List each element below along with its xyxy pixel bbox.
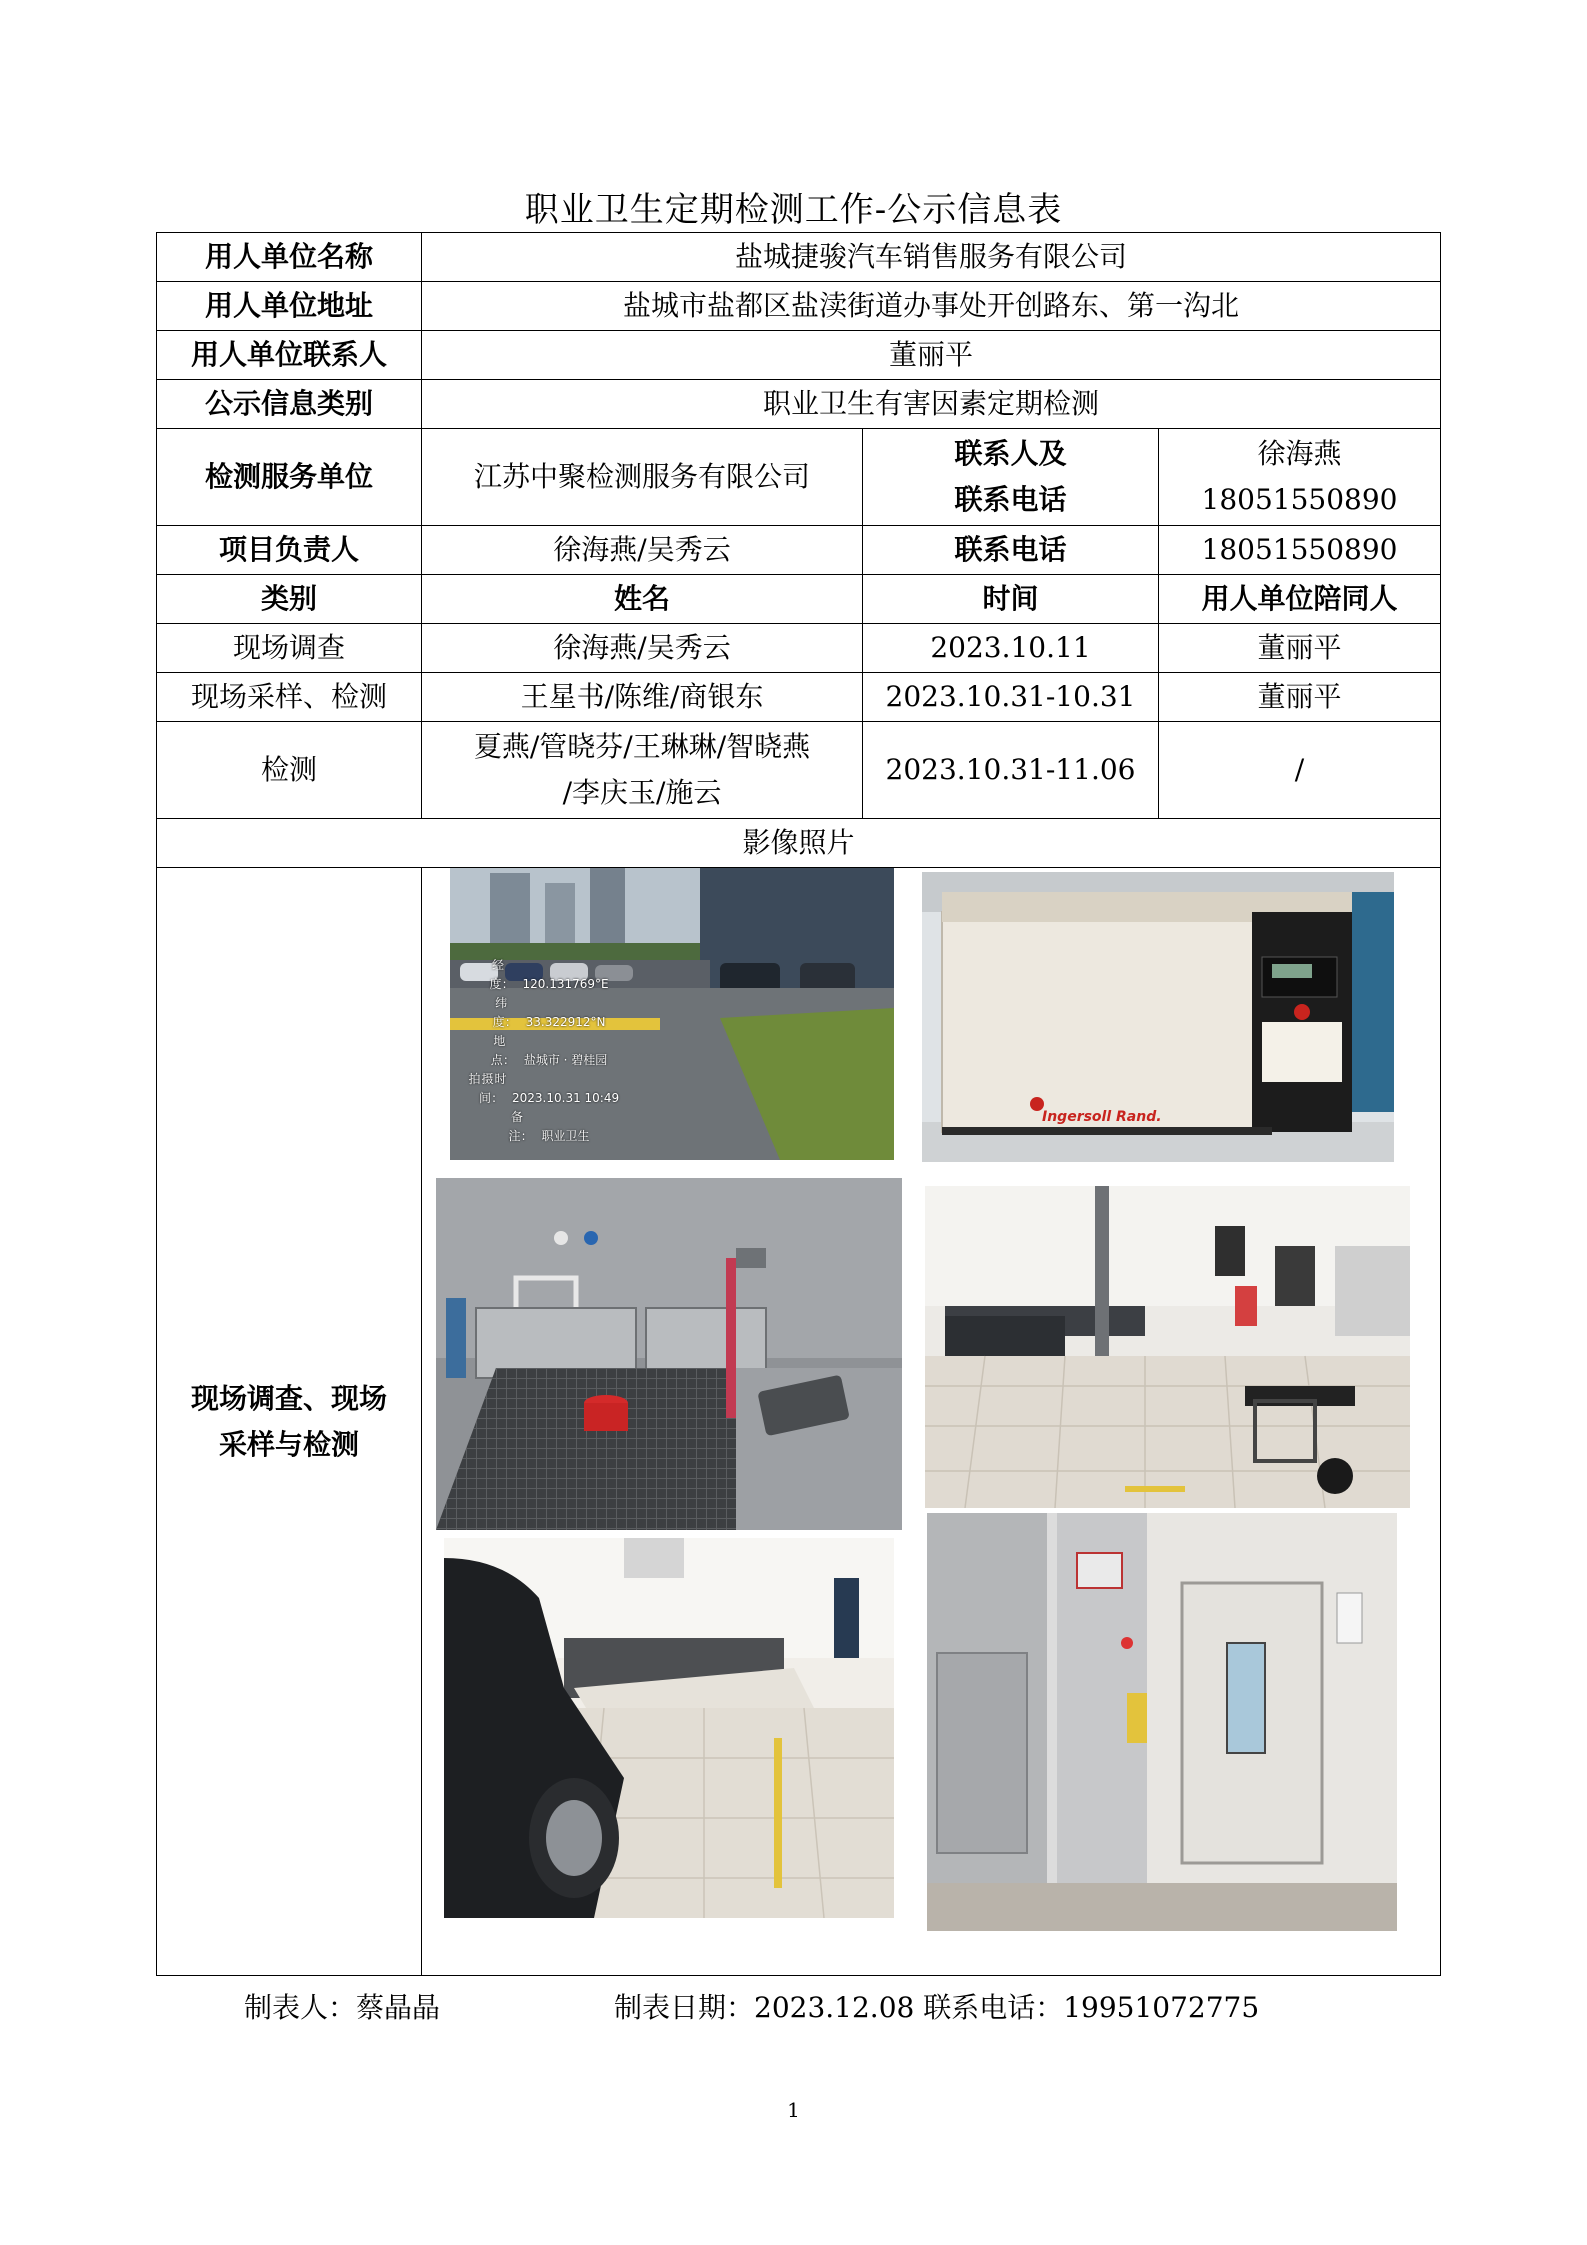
row-company-address — [157, 282, 1441, 331]
compressor-brand-label: Ingersoll Rand. — [1042, 1109, 1162, 1125]
label-company-name: 用人单位名称 — [157, 233, 422, 282]
photos-label-line1: 现场调查、现场 — [190, 1381, 387, 1415]
gps-value: 120.131769°E — [522, 977, 609, 991]
photo-air-compressor — [922, 872, 1394, 1162]
value-company-address: 盐城市盐都区盐渎街道办事处开创路东、第一沟北 — [422, 282, 1441, 331]
schedule-category: 检测 — [157, 722, 422, 819]
schedule-names-line2: /李庆玉/施云 — [562, 776, 722, 809]
schedule-names: 徐海燕/吴秀云 — [422, 624, 863, 673]
label-service-unit: 检测服务单位 — [157, 429, 422, 526]
row-photos-header — [157, 819, 1441, 868]
header-time: 时间 — [863, 575, 1159, 624]
schedule-names: 王星书/陈维/商银东 — [422, 673, 863, 722]
photo-spray-booth — [436, 1178, 902, 1530]
value-service-unit: 江苏中聚检测服务有限公司 — [422, 429, 863, 526]
schedule-category: 现场调查 — [157, 624, 422, 673]
gps-stamp-line — [464, 994, 619, 1032]
photo-workshop-car — [444, 1538, 894, 1918]
value-company-name: 盐城捷骏汽车销售服务有限公司 — [422, 233, 1441, 282]
gps-value: 盐城市 · 碧桂园 — [523, 1053, 608, 1067]
gps-value: 职业卫生 — [541, 1129, 590, 1143]
header-category: 类别 — [157, 575, 422, 624]
row-info-category — [157, 380, 1441, 429]
label-company-address: 用人单位地址 — [157, 282, 422, 331]
schedule-time: 2023.10.31-11.06 — [863, 722, 1159, 819]
footer-date-phone: 制表日期：2023.12.08 联系电话：19951072775 — [614, 1991, 1260, 2024]
schedule-companion: 董丽平 — [1159, 624, 1441, 673]
gps-value: 2023.10.31 10:49 — [512, 1091, 620, 1105]
label-service-contact-line1: 联系人及 — [954, 437, 1067, 470]
schedule-category: 现场采样、检测 — [157, 673, 422, 722]
gps-stamp-line — [464, 1108, 619, 1146]
schedule-names-line1: 夏燕/管晓芬/王琳琳/智晓燕 — [473, 730, 811, 763]
value-info-category: 职业卫生有害因素定期检测 — [422, 380, 1441, 429]
page-number: 1 — [787, 2098, 800, 2122]
row-schedule-header — [157, 575, 1441, 624]
gps-value: 33.322912°N — [525, 1015, 606, 1029]
header-companion: 用人单位陪同人 — [1159, 575, 1441, 624]
document-title: 职业卫生定期检测工作-公示信息表 — [524, 190, 1063, 230]
photos-label — [157, 868, 422, 1976]
info-table — [156, 232, 1441, 1976]
label-project-lead: 项目负责人 — [157, 526, 422, 575]
gps-stamp-line — [464, 1070, 619, 1108]
photo-grid — [422, 868, 1441, 1976]
header-names: 姓名 — [422, 575, 863, 624]
gps-key: 纬 度: — [492, 996, 535, 1029]
gps-stamp — [464, 956, 619, 1146]
footer-preparer: 制表人：蔡晶晶 — [244, 1991, 441, 2024]
schedule-names — [422, 722, 863, 819]
gps-stamp-line — [464, 956, 619, 994]
service-contact-phone: 18051550890 — [1201, 483, 1398, 516]
row-company-name — [157, 233, 1441, 282]
row-photos — [157, 868, 1441, 1976]
service-contact-name: 徐海燕 — [1257, 437, 1342, 470]
row-service-unit — [157, 429, 1441, 526]
value-project-lead: 徐海燕/吴秀云 — [422, 526, 863, 575]
value-company-contact: 董丽平 — [422, 331, 1441, 380]
schedule-companion: / — [1159, 722, 1441, 819]
photo-parking-lot — [450, 868, 894, 1160]
gps-stamp-line — [464, 1032, 619, 1070]
photo-paint-booth-door — [927, 1513, 1397, 1931]
gps-key: 经 度: — [489, 958, 532, 991]
gps-key: 地 点: — [490, 1034, 533, 1067]
schedule-time: 2023.10.31-10.31 — [863, 673, 1159, 722]
label-project-phone: 联系电话 — [863, 526, 1159, 575]
row-project-lead — [157, 526, 1441, 575]
table-row — [157, 673, 1441, 722]
label-service-contact-line2: 联系电话 — [954, 483, 1067, 516]
schedule-companion: 董丽平 — [1159, 673, 1441, 722]
photo-workshop-lift — [925, 1186, 1410, 1508]
photos-header: 影像照片 — [157, 819, 1441, 868]
value-project-phone: 18051550890 — [1159, 526, 1441, 575]
label-company-contact: 用人单位联系人 — [157, 331, 422, 380]
gps-key: 拍摄时间: — [468, 1072, 508, 1105]
label-service-contact — [863, 429, 1159, 526]
value-service-contact — [1159, 429, 1441, 526]
table-row — [157, 624, 1441, 673]
table-row — [157, 722, 1441, 819]
photos-label-line2: 采样与检测 — [218, 1427, 359, 1461]
row-company-contact — [157, 331, 1441, 380]
gps-key: 备 注: — [508, 1110, 551, 1143]
schedule-time: 2023.10.11 — [863, 624, 1159, 673]
label-info-category: 公示信息类别 — [157, 380, 422, 429]
